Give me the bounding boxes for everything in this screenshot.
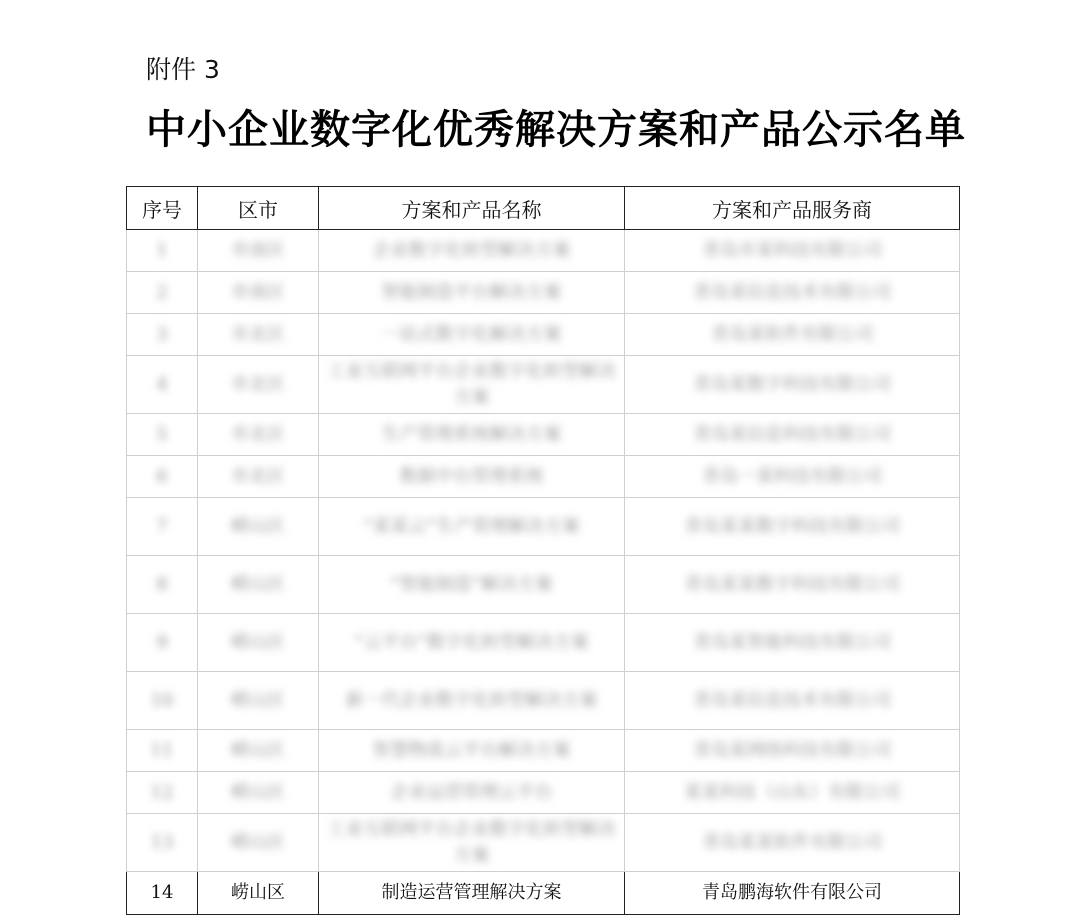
table-row	[127, 314, 960, 356]
table-cell-seq: 3	[127, 314, 198, 356]
table-cell-provider: 青岛某网络科技有限公司	[625, 730, 960, 772]
table-cell-seq: 12	[127, 772, 198, 814]
table-cell-provider: 青岛某数字科技有限公司	[625, 356, 960, 414]
table-body	[127, 230, 960, 915]
table-cell-solution: “智能制造”解决方案	[319, 556, 625, 614]
table-row	[127, 230, 960, 272]
table-row	[127, 556, 960, 614]
table-cell-district: 崂山区	[198, 872, 319, 915]
table-cell-seq: 1	[127, 230, 198, 272]
table-cell-seq: 14	[127, 872, 198, 915]
table-cell-district: 崂山区	[198, 614, 319, 672]
table-row	[127, 672, 960, 730]
table-row	[127, 814, 960, 872]
table-cell-seq: 8	[127, 556, 198, 614]
table-cell-district: 崂山区	[198, 498, 319, 556]
table-cell-seq: 2	[127, 272, 198, 314]
column-header-district: 区市	[198, 187, 319, 230]
table-cell-solution: “某某云”生产管理解决方案	[319, 498, 625, 556]
table-cell-solution: 企业数字化转型解决方案	[319, 230, 625, 272]
table-cell-provider: 青岛某智能科技有限公司	[625, 614, 960, 672]
table-cell-solution: 生产管理系统解决方案	[319, 414, 625, 456]
table-row	[127, 772, 960, 814]
table-cell-district: 市北区	[198, 456, 319, 498]
table-row	[127, 730, 960, 772]
table-cell-seq: 4	[127, 356, 198, 414]
document-title: 中小企业数字化优秀解决方案和产品公示名单	[146, 106, 966, 153]
table-cell-provider: 青岛某某数字科技有限公司	[625, 498, 960, 556]
table-cell-seq: 9	[127, 614, 198, 672]
table-header-row	[127, 187, 960, 230]
column-header-seq: 序号	[127, 187, 198, 230]
table-row	[127, 414, 960, 456]
table-cell-provider: 青岛鹏海软件有限公司	[625, 872, 960, 915]
table-cell-solution: 工业互联网平台企业数字化转型解决方案	[319, 356, 625, 414]
table-row	[127, 356, 960, 414]
table-cell-solution: “云平台”数字化转型解决方案	[319, 614, 625, 672]
table-cell-provider: 青岛某信息技术有限公司	[625, 672, 960, 730]
table-cell-provider: 某某科技（山东）有限公司	[625, 772, 960, 814]
table-cell-district: 崂山区	[198, 730, 319, 772]
table-cell-district: 崂山区	[198, 814, 319, 872]
table-cell-solution: 数据中台管理系统	[319, 456, 625, 498]
listing-table	[126, 186, 959, 915]
table-cell-provider: 青岛某软件有限公司	[625, 314, 960, 356]
table-cell-provider: 青岛某信息科技有限公司	[625, 414, 960, 456]
table-cell-district: 崂山区	[198, 556, 319, 614]
table-cell-district: 崂山区	[198, 772, 319, 814]
table-cell-seq: 6	[127, 456, 198, 498]
table-cell-provider: 青岛某某数字科技有限公司	[625, 556, 960, 614]
table-cell-solution: 智慧物流云平台解决方案	[319, 730, 625, 772]
table-cell-solution: 工业互联网平台企业数字化转型解决方案	[319, 814, 625, 872]
table-cell-district: 市北区	[198, 314, 319, 356]
table-cell-seq: 7	[127, 498, 198, 556]
table-row	[127, 272, 960, 314]
table-cell-seq: 5	[127, 414, 198, 456]
table-row	[127, 498, 960, 556]
attachment-label: 附件 3	[146, 55, 220, 84]
table-cell-solution: 智能制造平台解决方案	[319, 272, 625, 314]
table-cell-provider: 青岛某信息技术有限公司	[625, 272, 960, 314]
table-cell-solution: 新一代企业数字化转型解决方案	[319, 672, 625, 730]
table-cell-seq: 13	[127, 814, 198, 872]
table-cell-solution: 一站式数字化解决方案	[319, 314, 625, 356]
table-cell-district: 市北区	[198, 414, 319, 456]
table-cell-seq: 10	[127, 672, 198, 730]
table-cell-provider: 青岛市某科技有限公司	[625, 230, 960, 272]
table-cell-seq: 11	[127, 730, 198, 772]
table-row	[127, 456, 960, 498]
table-cell-district: 市北区	[198, 356, 319, 414]
column-header-solution: 方案和产品名称	[319, 187, 625, 230]
table-cell-solution: 企业运营管理云平台	[319, 772, 625, 814]
table-row	[127, 872, 960, 915]
table-cell-district: 市南区	[198, 230, 319, 272]
table-cell-solution: 制造运营管理解决方案	[319, 872, 625, 915]
table-cell-district: 市南区	[198, 272, 319, 314]
table-cell-provider: 青岛一某科技有限公司	[625, 456, 960, 498]
column-header-provider: 方案和产品服务商	[625, 187, 960, 230]
table-row	[127, 614, 960, 672]
table-cell-district: 崂山区	[198, 672, 319, 730]
table-cell-provider: 青岛某某软件有限公司	[625, 814, 960, 872]
